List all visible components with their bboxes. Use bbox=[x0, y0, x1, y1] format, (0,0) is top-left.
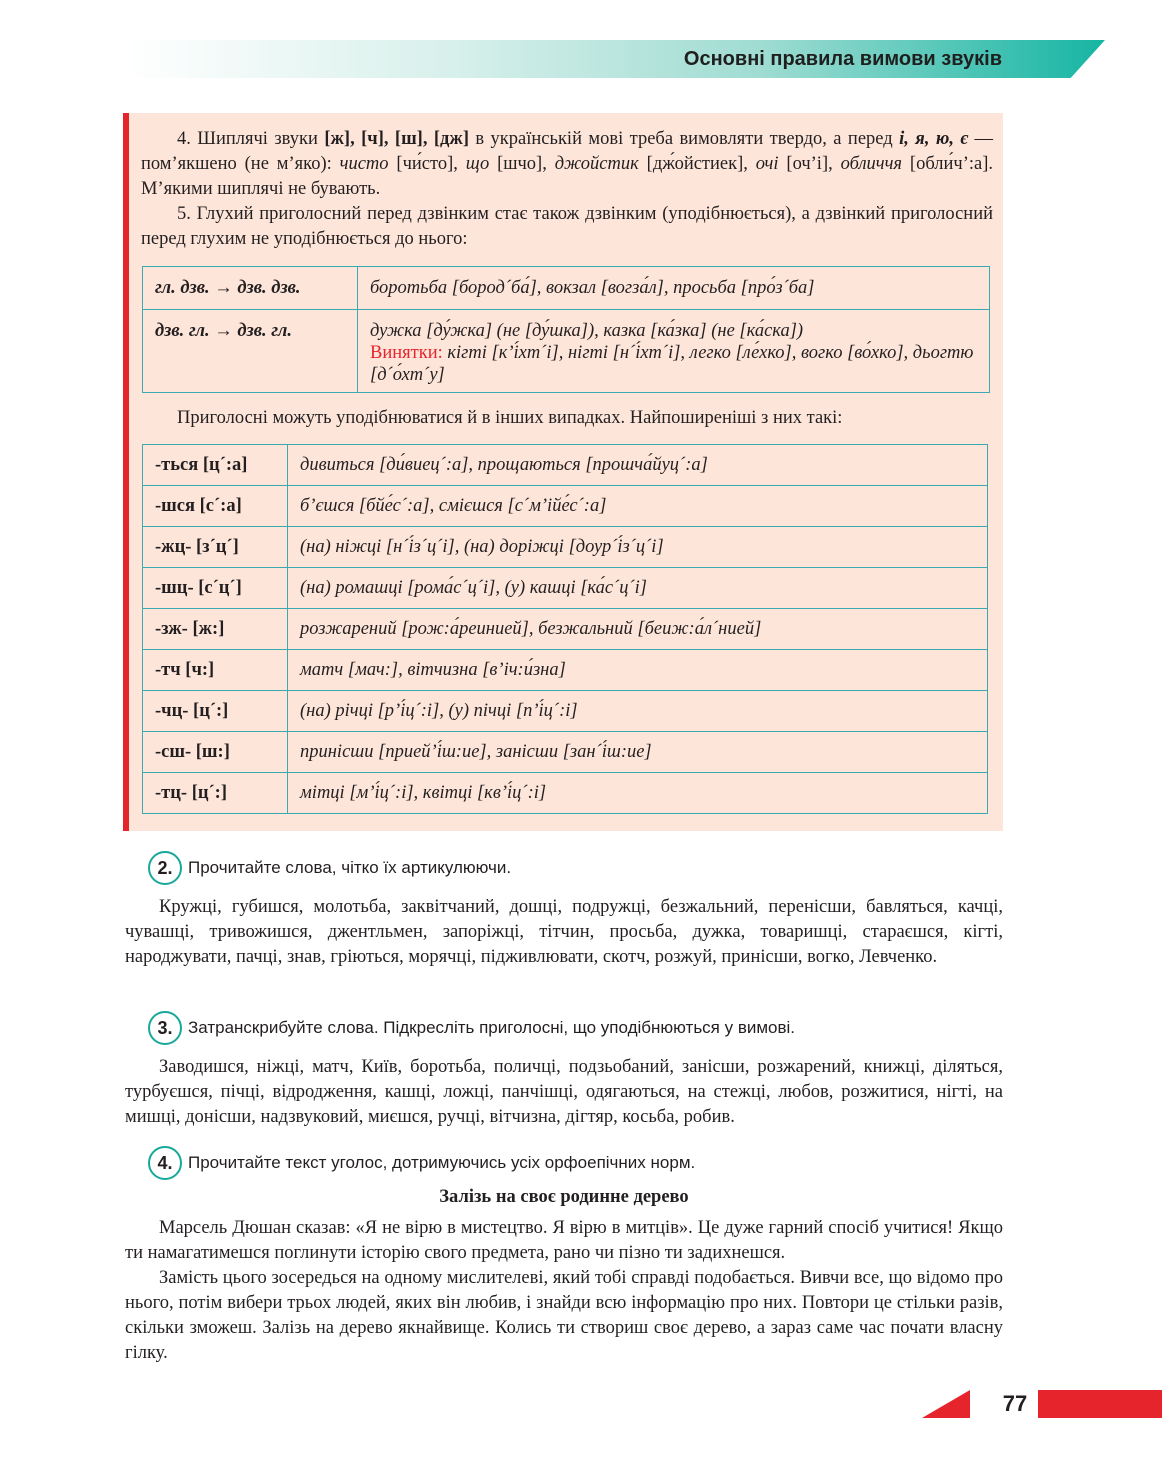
table-value: принісши [прией’і́ш:ие], занісши [зан´і́ш:ие] bbox=[288, 732, 988, 773]
table-key: -шся [с´:а] bbox=[143, 486, 288, 527]
table-value: матч [мач:], вітчизна [в’іч:и́зна] bbox=[288, 650, 988, 691]
table-key: -тц- [ц´:] bbox=[143, 773, 288, 814]
exercise-2-header bbox=[148, 851, 511, 885]
table-row bbox=[143, 609, 988, 650]
story-text: Марсель Дюшан сказав: «Я не вірю в мистецтво. Я вірю в митців». Це дуже гарний спосіб учитися! Якщо ти намагатимешся поглинути історію свого предмета, рано чи пізно ти задихнешся. Замість цього зосередься на одному мислителеві, який тобі справді подобається. Вивчи все, що відомо про нього, потім вибери трьох людей, яких він любив, і знайди всю інформацію про них. Повтори це стільки разів, скільки зможеш. Залізь на дерево якнайвище. Колись ти створиш своє дерево, а зараз саме час почати власну гілку. bbox=[125, 1218, 1003, 1363]
table-row bbox=[143, 267, 990, 310]
exercise-3-header bbox=[148, 1011, 795, 1045]
exercise-4-header bbox=[148, 1146, 695, 1180]
story-title: Залізь на своє родинне дерево bbox=[439, 1187, 689, 1207]
rule-box bbox=[123, 113, 1003, 831]
consonant-table bbox=[142, 444, 988, 814]
footer-accent-triangle bbox=[922, 1390, 970, 1418]
rule-paragraph-4: 4. Шиплячі звуки [ж], [ч], [ш], [дж] в українській мові треба вимовляти твердо, а перед і, я, ю, є — пом’якшено (не м’яко): чисто [чи́сто], що [шчо], джойстик [дж́ойстиек], очі [оч’і], обличчя [обли́ч’:а]. М’якими шиплячі не бувають. 5. Глухий приголосний перед дзвінким стає також дзвінким (уподібнюється), а дзвінкий приголосний перед глухим не уподібнюється до нього: bbox=[141, 127, 993, 252]
exercise-number-badge: 4. bbox=[148, 1146, 182, 1180]
table-row bbox=[143, 527, 988, 568]
table-row bbox=[143, 773, 988, 814]
table-key: гл. дзв. → дзв. дзв. bbox=[143, 267, 358, 310]
table-value: мітці [м’і́ц´:і], квітці [кв’і́ц´:і] bbox=[288, 773, 988, 814]
table-value: (на) ромашці [рома́с´ц´і], (у) кашці [ка́с´ц´і] bbox=[288, 568, 988, 609]
table-value: (на) річці [р’і́ц´:і], (у) пічці [п’і́ц´:і] bbox=[288, 691, 988, 732]
rule-accent-bar bbox=[123, 113, 129, 831]
table-value: боротьба [бород´ба́], вокзал [вогза́л], просьба [про́з´ба] bbox=[358, 267, 990, 310]
table-key: -сш- [ш:] bbox=[143, 732, 288, 773]
table-value: розжарений [рож:а́реинией], безжальний [беиж:а́л´нией] bbox=[288, 609, 988, 650]
table-row bbox=[143, 732, 988, 773]
table-row bbox=[143, 691, 988, 732]
exceptions-label: Винятки: bbox=[370, 343, 443, 363]
table-key: -чц- [ц´:] bbox=[143, 691, 288, 732]
exercise-instruction: Затранскрибуйте слова. Підкресліть приголосні, що уподібнюються у вимові. bbox=[188, 1018, 796, 1037]
table-value: б’єшся [бйе́с´:а], смієшся [с´м’ійе́с´:а] bbox=[288, 486, 988, 527]
exercise-instruction: Прочитайте слова, чітко їх артикулюючи. bbox=[188, 858, 512, 877]
page-header-title: Основні правила вимови звуків bbox=[683, 48, 1002, 70]
exercise-3-text: Заводишся, ніжці, матч, Київ, боротьба, поличці, подзьобаний, занісши, розжарений, книжці, діляться, турбуєшся, пічці, відродження, кашці, ложці, панчішці, одягаються, на стежці, любов, розжитися, нігті, на мишці, донісши, надзвуковий, миєшся, ручці, вітчизна, дігтяр, косьба, робив. bbox=[125, 1057, 1003, 1127]
table-row bbox=[143, 310, 990, 393]
rule-paragraph-other: Приголосні можуть уподібнюватися й в інших випадках. Найпоширеніші з них такі: bbox=[177, 408, 843, 428]
rule-paragraph-5: 5. Глухий приголосний перед дзвінким стає також дзвінким (уподібнюється), а дзвінкий приголосний перед глухим не уподібнюється до нього: bbox=[141, 204, 993, 249]
table-key: -тч [ч:] bbox=[143, 650, 288, 691]
table-value: дивиться [ди́виец´:а], прощаються [прошча́йуц´:а] bbox=[288, 445, 988, 486]
table-key: -ться [ц´:а] bbox=[143, 445, 288, 486]
exercise-2-text: Кружці, губишся, молотьба, заквітчаний, дошці, подружці, безжальний, перенісши, бавляться, качці, чувашці, тривожишся, джентльмен, запоріжці, тітчин, просьба, дужка, товаришці, стараєшся, кігті, народжувати, пачці, знав, гріються, морячці, підживлювати, скотч, розжуй, принісши, вогко, Левченко. bbox=[125, 897, 1003, 967]
page-number: 77 bbox=[1002, 1391, 1028, 1416]
footer-accent-bar bbox=[1038, 1390, 1162, 1418]
table-key: -зж- [ж:] bbox=[143, 609, 288, 650]
table-row bbox=[143, 568, 988, 609]
table-value: (на) ніжці [н´і́з´ц´і], (на) доріжці [доур´і́з´ц´і] bbox=[288, 527, 988, 568]
table-value: дужка [ду́жка] (не [ду́шка]), казка [ка́зка] (не [ка́ска]) Винятки: кігті [к’і́хт´і], нігті [н´і́хт´і], легко [ле́хко], вогко [во́хко], дьогтю [д´о́хт´у] bbox=[358, 310, 990, 393]
exercise-number-badge: 2. bbox=[148, 851, 182, 885]
table-key: -жц- [з´ц´] bbox=[143, 527, 288, 568]
table-row bbox=[143, 650, 988, 691]
table-key: -шц- [с´ц´] bbox=[143, 568, 288, 609]
table-key: дзв. гл. → дзв. гл. bbox=[143, 310, 358, 393]
assimilation-table bbox=[142, 266, 990, 393]
exercise-number-badge: 3. bbox=[148, 1011, 182, 1045]
table-row bbox=[143, 486, 988, 527]
exceptions-text: кігті [к’і́хт´і], нігті [н´і́хт´і], легко [ле́хко], вогко [во́хко], дьогтю [д´о́хт´у] bbox=[370, 343, 974, 385]
exercise-instruction: Прочитайте текст уголос, дотримуючись усіх орфоепічних норм. bbox=[188, 1153, 696, 1172]
table-row bbox=[143, 445, 988, 486]
